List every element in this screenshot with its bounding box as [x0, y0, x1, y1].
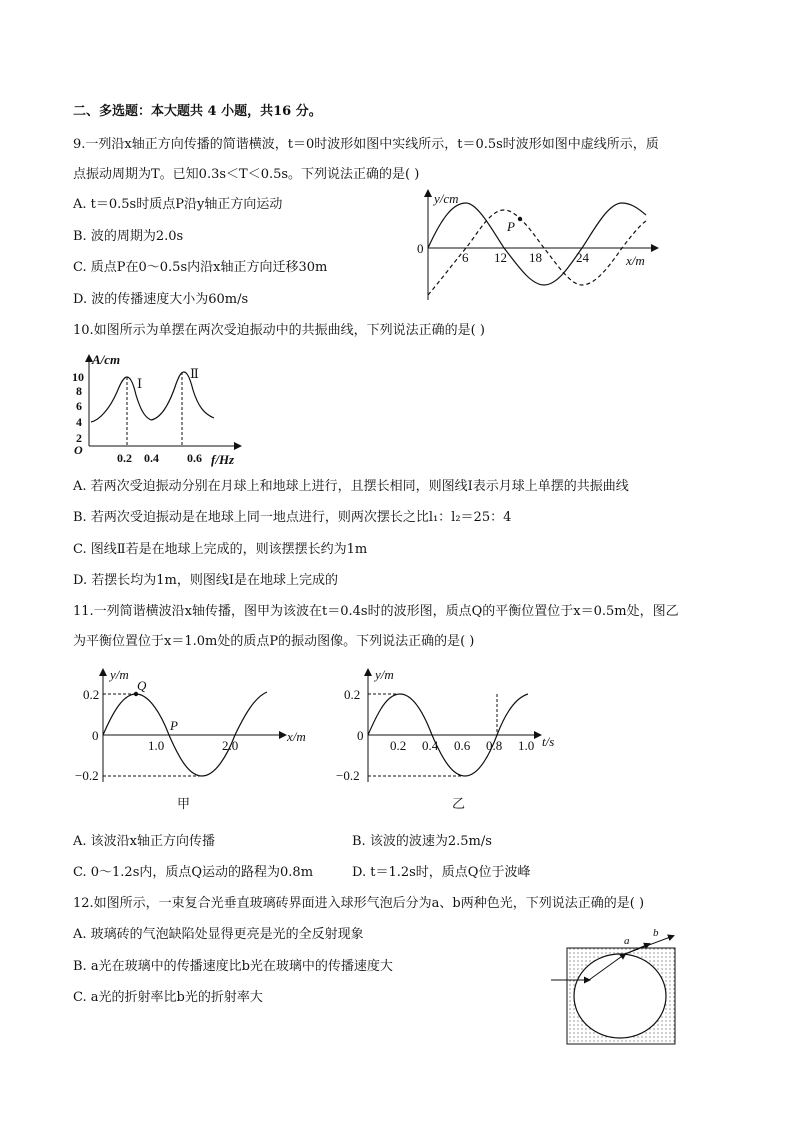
q9-tick-12: 12 — [494, 250, 507, 265]
q12-air-bubble — [574, 954, 666, 1038]
q12-stem-line1: 12.如图所示，一束复合光垂直玻璃砖界面进入球形气泡后分为a、b两种色光，下列说法正确的是( ) — [73, 896, 645, 911]
q11-option-a[interactable]: A. 该波沿x轴正方向传播 — [73, 834, 215, 849]
q9-tick-18: 18 — [529, 250, 542, 265]
q9-stem-line1: 9.一列沿x轴正方向传播的简谐横波，t＝0时波形如图中实线所示，t＝0.5s时波形如图中虚线所示，质 — [73, 137, 659, 152]
q10-xtick-04: 0.4 — [144, 451, 159, 465]
q10-ytick-6: 6 — [76, 399, 82, 413]
q9-point-p — [518, 217, 522, 221]
q10-ytick-2: 2 — [76, 431, 82, 445]
q11a-caption: 甲 — [177, 796, 191, 811]
q12-a-label: a — [624, 935, 630, 947]
q12-option-c[interactable]: C. a光的折射率比b光的折射率大 — [73, 990, 263, 1005]
q11b-xtick-10: 1.0 — [518, 738, 535, 753]
q11-stem-line1: 11.一列简谐横波沿x轴传播，图甲为该波在t＝0.4s时的波形图，质点Q的平衡位置位于x＝0.5m处，图乙 — [73, 604, 679, 619]
q11b-xtick-08: 0.8 — [486, 738, 503, 753]
q9-x-label: x/m — [626, 253, 645, 268]
q9-solid-wave — [428, 203, 646, 285]
q9-stem-line2: 点振动周期为T。已知0.3s＜T＜0.5s。下列说法正确的是( ) — [73, 167, 420, 182]
q9-tick-6: 6 — [462, 250, 469, 265]
q12-option-a[interactable]: A. 玻璃砖的气泡缺陷处显得更亮是光的全反射现象 — [73, 927, 364, 942]
q10-resonance-figure — [72, 350, 252, 468]
q9-point-p-label: P — [507, 219, 515, 234]
q9-option-b[interactable]: B. 波的周期为2.0s — [73, 229, 184, 244]
q10-ytick-8: 8 — [76, 384, 82, 398]
section-header: 二、多选题：本大题共 4 小题，共16 分。 — [73, 104, 322, 119]
q11a-origin: 0 — [92, 728, 99, 743]
q11b-x-label: t/s — [542, 734, 555, 749]
q11-fig-b-vibration — [336, 662, 580, 814]
q11a-xtick-1: 1.0 — [148, 738, 165, 753]
q10-option-a[interactable]: A. 若两次受迫振动分别在月球上和地球上进行，且摆长相同，则图线Ⅰ表示月球上单摆的共振曲线 — [73, 479, 629, 494]
q10-origin: O — [74, 443, 83, 457]
q11-fig-a-wave — [75, 662, 325, 814]
q10-option-b[interactable]: B. 若两次受迫振动是在地球上同一地点进行，则两次摆长之比l₁：l₂＝25：4 — [73, 510, 512, 525]
q11a-p-label: P — [170, 718, 178, 733]
q10-option-c[interactable]: C. 图线Ⅱ若是在地球上完成的，则该摆摆长约为1m — [73, 542, 368, 557]
q11a-ytick-pos: 0.2 — [83, 687, 100, 702]
q10-option-d[interactable]: D. 若摆长均为1m，则图线Ⅰ是在地球上完成的 — [73, 573, 338, 588]
q10-xtick-06: 0.6 — [187, 451, 202, 465]
q12-b-label: b — [653, 927, 659, 939]
q11a-wave — [103, 692, 267, 776]
q10-curve-2-label: Ⅱ — [190, 366, 199, 381]
q11a-q-label: Q — [137, 678, 147, 693]
q11b-xtick-06: 0.6 — [454, 738, 471, 753]
q11b-caption: 乙 — [452, 796, 466, 811]
q11b-xtick-04: 0.4 — [422, 738, 439, 753]
q9-origin: 0 — [417, 241, 424, 256]
q11a-xtick-2: 2.0 — [222, 738, 239, 753]
q9-wave-figure — [410, 185, 670, 305]
q11b-ytick-pos: 0.2 — [344, 687, 361, 702]
q11a-y-label: y/m — [110, 667, 129, 682]
q9-option-a[interactable]: A. t＝0.5s时质点P沿y轴正方向运动 — [73, 197, 283, 212]
q11-option-b[interactable]: B. 该波的波速为2.5m/s — [352, 834, 492, 849]
q10-xtick-02: 0.2 — [117, 451, 132, 465]
q9-option-c[interactable]: C. 质点P在0～0.5s内沿x轴正方向迁移30m — [73, 260, 328, 275]
q11b-origin: 0 — [357, 728, 364, 743]
q11b-xtick-02: 0.2 — [390, 738, 407, 753]
q11a-x-label: x/m — [287, 729, 306, 744]
q11-stem-line2: 为平衡位置位于x＝1.0m处的质点P的振动图像。下列说法正确的是( ) — [73, 634, 475, 649]
q9-tick-24: 24 — [576, 250, 589, 265]
q11-option-d[interactable]: D. t＝1.2s时，质点Q位于波峰 — [352, 865, 531, 880]
q10-ytick-10: 10 — [72, 370, 84, 384]
q10-ytick-4: 4 — [76, 415, 82, 429]
q10-y-label: A/cm — [92, 352, 121, 367]
q11-option-c[interactable]: C. 0～1.2s内，质点Q运动的路程为0.8m — [73, 865, 314, 880]
q12-bubble-figure — [545, 928, 685, 1048]
q9-option-d[interactable]: D. 波的传播速度大小为60m/s — [73, 292, 249, 307]
q11b-ytick-neg: −0.2 — [336, 768, 360, 783]
q11b-y-label: y/m — [375, 667, 394, 682]
q10-x-label: f/Hz — [211, 452, 235, 467]
q10-curve-1-label: Ⅰ — [137, 376, 143, 391]
q12-option-b[interactable]: B. a光在玻璃中的传播速度比b光在玻璃中的传播速度大 — [73, 959, 393, 974]
q10-stem-line1: 10.如图所示为单摆在两次受迫振动中的共振曲线，下列说法正确的是( ) — [73, 323, 485, 338]
q9-y-label: y/cm — [434, 191, 459, 206]
q11a-ytick-neg: −0.2 — [75, 768, 99, 783]
